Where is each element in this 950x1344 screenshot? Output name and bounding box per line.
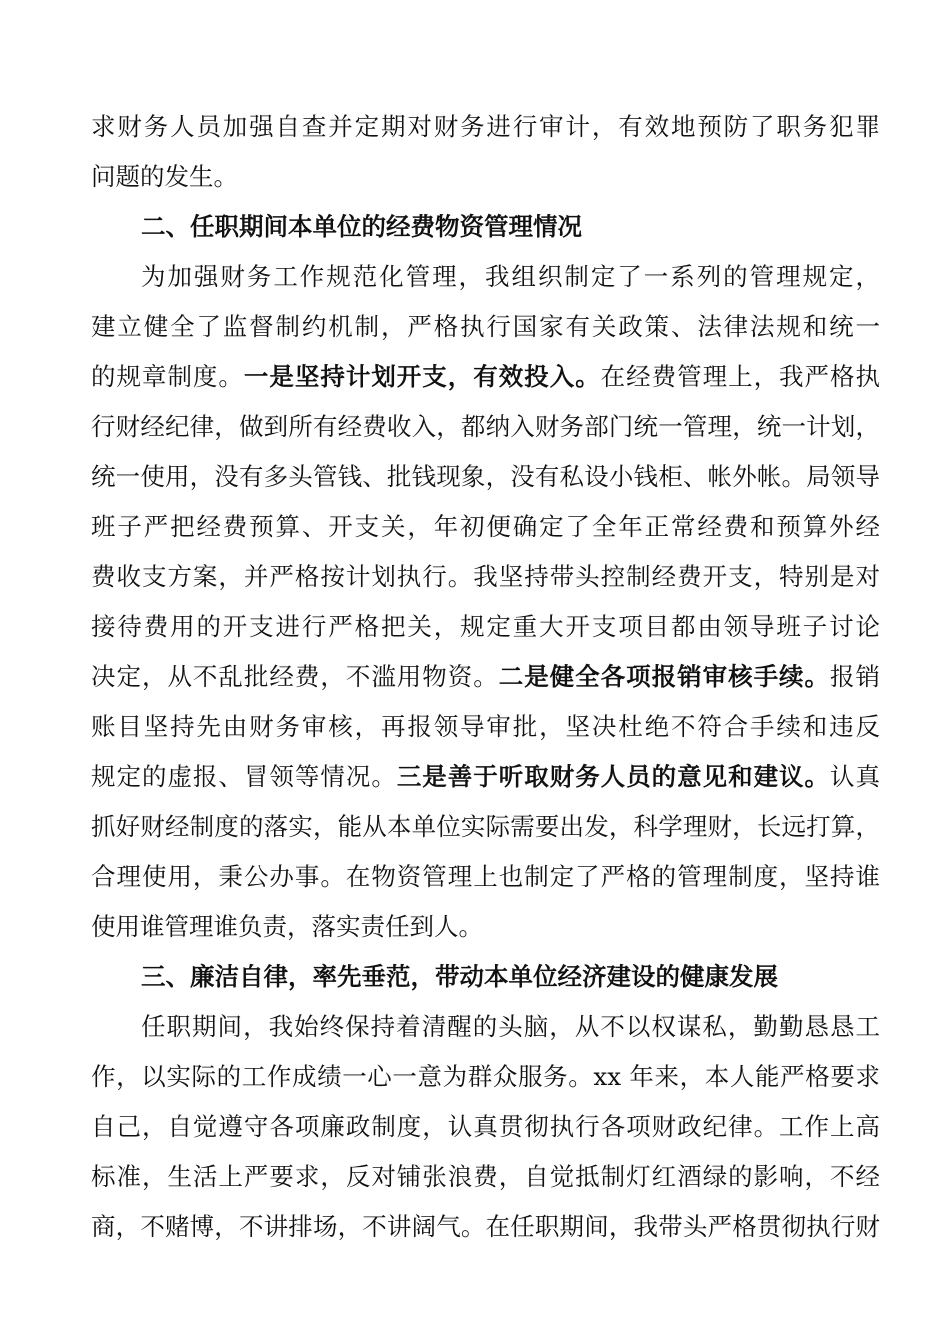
text-line [91,1202,880,1252]
text-span: 接待费用的开支进行严格把关，规定重大开支项目都由领导班子讨论 [91,612,880,641]
text-line [91,1002,880,1052]
text-span: 的规章制度。 [91,362,244,391]
text-span: 决定，从不乱批经费，不滥用物资。 [91,662,499,691]
text-line [91,452,880,502]
text-line [91,302,880,352]
text-span: 班子严把经费预算、开支关，年初便确定了全年正常经费和预算外经 [91,512,880,541]
text-span: 使用谁管理谁负责，落实责任到人。 [91,912,483,941]
text-line [91,552,880,602]
text-span: 合理使用，秉公办事。在物资管理上也制定了严格的管理制度，坚持谁 [91,862,880,891]
text-span: 建立健全了监督制约机制，严格执行国家有关政策、法律法规和统一 [91,312,880,341]
text-span: 为加强财务工作规范化管理，我组织制定了一系列的管理规定， [141,262,880,291]
text-line [91,502,880,552]
text-span: 费收支方案，并严格按计划执行。我坚持带头控制经费开支，特别是对 [91,562,880,591]
text-span: 作，以实际的工作成绩一心一意为群众服务。xx 年来，本人能严格要求 [91,1062,880,1091]
text-line [91,352,880,402]
text-span: 行财经纪律，做到所有经费收入，都纳入财务部门统一管理，统一计划， [91,412,880,441]
text-span: 求财务人员加强自查并定期对财务进行审计，有效地预防了职务犯罪 [91,112,880,141]
text-span: 问题的发生。 [91,162,238,191]
text-line [91,852,880,902]
section-heading: 二、任职期间本单位的经费物资管理情况 [141,212,582,241]
text-line [91,402,880,452]
bold-text: 三是善于听取财务人员的意见和建议。 [396,762,831,791]
text-span: 报销 [830,662,881,691]
text-line [91,102,880,152]
text-line [91,652,880,702]
text-span: 任职期间，我始终保持着清醒的头脑，从不以权谋私，勤勤恳恳工 [141,1012,880,1041]
text-line [91,152,880,202]
text-line [91,702,880,752]
text-span: 抓好财经制度的落实，能从本单位实际需要出发，科学理财，长远打算， [91,812,880,841]
text-line [91,1102,880,1152]
text-line [91,252,880,302]
text-span: 商，不赌博，不讲排场，不讲阔气。在任职期间，我带头严格贯彻执行财 [91,1212,880,1241]
section-heading: 三、廉洁自律，率先垂范，带动本单位经济建设的健康发展 [141,962,778,991]
bold-text: 二是健全各项报销审核手续。 [498,662,831,691]
text-span: 统一使用，没有多头管钱、批钱现象，没有私设小钱柜、帐外帐。局领导 [91,462,880,491]
text-line [91,1052,880,1102]
text-span: 标准，生活上严要求，反对铺张浪费，自觉抵制灯红酒绿的影响，不经 [91,1162,880,1191]
text-span: 在经费管理上，我严格执 [600,362,881,391]
text-span: 规定的虚报、冒领等情况。 [91,762,397,791]
text-span: 认真 [830,762,881,791]
text-line [91,602,880,652]
text-span: 自己，自觉遵守各项廉政制度，认真贯彻执行各项财政纪律。工作上高 [91,1112,880,1141]
text-line [91,1152,880,1202]
text-span: 账目坚持先由财务审核，再报领导审批，坚决杜绝不符合手续和违反 [91,712,880,741]
bold-text: 一是坚持计划开支，有效投入。 [243,362,601,391]
text-line [91,802,880,852]
text-line [91,902,880,952]
text-line [91,752,880,802]
